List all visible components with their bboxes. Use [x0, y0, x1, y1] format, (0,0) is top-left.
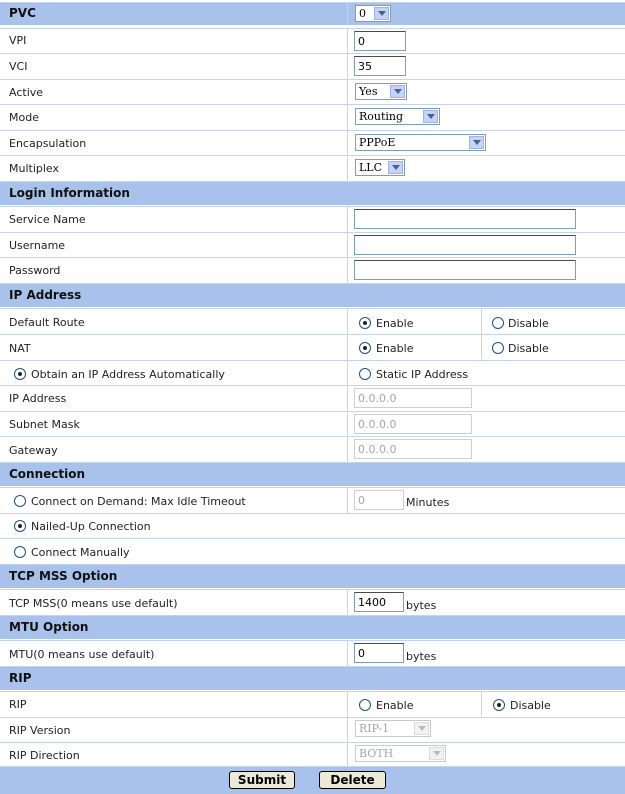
- submit-button[interactable]: Submit: [229, 771, 295, 789]
- divider: [0, 462, 625, 463]
- pvc-header: PVC: [9, 6, 36, 20]
- divider: [0, 232, 625, 233]
- divider: [0, 181, 625, 182]
- rip-version-select-value: RIP-1: [359, 722, 390, 735]
- subnet-mask-input[interactable]: 0.0.0.0: [354, 414, 472, 434]
- nat-disable-label: Disable: [508, 342, 549, 355]
- username-input[interactable]: [354, 235, 576, 255]
- multiplex-select[interactable]: [355, 159, 405, 176]
- divider: [0, 666, 625, 667]
- default-route-label: Default Route: [9, 316, 85, 329]
- pvc-select[interactable]: [355, 5, 391, 22]
- divider: [0, 2, 625, 3]
- connect-manually-radio[interactable]: [14, 546, 26, 558]
- encapsulation-select[interactable]: [355, 134, 486, 151]
- pvc-header-row: [0, 3, 625, 25]
- chevron-down-icon: [429, 747, 444, 760]
- connect-on-demand-radio[interactable]: [14, 495, 26, 507]
- nailed-up-label: Nailed-Up Connection: [31, 520, 151, 533]
- tcp-mss-input[interactable]: 1400: [354, 592, 404, 612]
- mode-select-value: Routing: [359, 110, 404, 123]
- tcp-mss-header: TCP MSS Option: [9, 569, 118, 583]
- ip-header: IP Address: [9, 288, 82, 302]
- divider: [0, 640, 625, 641]
- default-route-disable-radio[interactable]: [492, 317, 504, 329]
- rip-direction-select[interactable]: [355, 745, 446, 762]
- divider: [0, 257, 625, 258]
- tcp-mss-label: TCP MSS(0 means use default): [9, 597, 178, 610]
- divider: [0, 283, 625, 284]
- mtu-header-row: [0, 616, 625, 639]
- divider: [0, 538, 625, 539]
- column-divider: [347, 487, 348, 513]
- delete-button[interactable]: Delete: [319, 771, 386, 789]
- column-divider: [347, 28, 348, 182]
- chevron-down-icon: [388, 161, 403, 174]
- vpi-input[interactable]: 0: [354, 31, 406, 51]
- login-header: Login Information: [9, 186, 130, 200]
- column-divider: [347, 308, 348, 463]
- service-name-input[interactable]: [354, 209, 576, 229]
- rip-disable-label: Disable: [510, 699, 551, 712]
- nat-enable-radio[interactable]: [359, 342, 371, 354]
- rip-direction-select-value: BOTH: [359, 747, 394, 760]
- obtain-ip-auto-label: Obtain an IP Address Automatically: [31, 368, 225, 381]
- ip-address-input[interactable]: 0.0.0.0: [354, 388, 472, 408]
- active-select-value: Yes: [359, 85, 378, 98]
- column-divider: [347, 640, 348, 666]
- subnet-mask-label: Subnet Mask: [9, 418, 80, 431]
- connection-header: Connection: [9, 467, 86, 481]
- mode-select[interactable]: [355, 108, 440, 125]
- ip-address-label: IP Address: [9, 392, 67, 405]
- divider: [0, 53, 625, 54]
- default-route-disable-label: Disable: [508, 317, 549, 330]
- divider: [0, 513, 625, 514]
- divider: [0, 79, 625, 80]
- chevron-down-icon: [414, 722, 429, 735]
- tcp-mss-unit: bytes: [406, 599, 437, 612]
- chevron-down-icon: [390, 85, 405, 98]
- nat-enable-label: Enable: [376, 342, 414, 355]
- chevron-down-icon: [423, 110, 438, 123]
- divider: [0, 487, 625, 488]
- chevron-down-icon: [469, 136, 484, 149]
- vci-label: VCI: [9, 60, 28, 73]
- column-divider: [347, 589, 348, 615]
- password-input[interactable]: [354, 260, 576, 280]
- divider: [0, 589, 625, 590]
- gateway-input[interactable]: 0.0.0.0: [354, 439, 472, 459]
- username-label: Username: [9, 239, 66, 252]
- nat-label: NAT: [9, 342, 31, 355]
- active-select[interactable]: [355, 83, 407, 100]
- divider: [0, 742, 625, 743]
- mode-label: Mode: [9, 111, 39, 124]
- encapsulation-label: Encapsulation: [9, 137, 87, 150]
- divider: [0, 334, 625, 335]
- divider: [0, 206, 625, 207]
- encapsulation-select-value: PPPoE: [359, 136, 396, 149]
- divider: [0, 360, 625, 361]
- password-label: Password: [9, 264, 61, 277]
- divider: [0, 615, 625, 616]
- mtu-header: MTU Option: [9, 620, 89, 634]
- static-ip-label: Static IP Address: [376, 368, 469, 381]
- minutes-label: Minutes: [406, 496, 450, 509]
- divider: [0, 28, 625, 29]
- active-label: Active: [9, 86, 44, 99]
- divider: [0, 717, 625, 718]
- service-name-label: Service Name: [9, 213, 86, 226]
- divider: [0, 766, 625, 767]
- divider: [0, 564, 625, 565]
- divider: [0, 155, 625, 156]
- rip-version-select[interactable]: [355, 720, 431, 737]
- ip-header-row: [0, 284, 625, 307]
- connection-header-row: [0, 463, 625, 486]
- multiplex-label: Multiplex: [9, 162, 60, 175]
- mtu-unit: bytes: [406, 650, 437, 663]
- obtain-ip-auto-radio[interactable]: [14, 368, 26, 380]
- vci-input[interactable]: 35: [354, 56, 406, 76]
- mtu-input[interactable]: 0: [354, 643, 404, 663]
- divider: [0, 385, 625, 386]
- column-divider: [347, 206, 348, 283]
- rip-enable-label: Enable: [376, 699, 414, 712]
- rip-disable-radio[interactable]: [493, 699, 505, 711]
- divider: [0, 436, 625, 437]
- gateway-label: Gateway: [9, 444, 58, 457]
- rip-label: RIP: [9, 698, 27, 711]
- multiplex-select-value: LLC: [359, 161, 383, 174]
- rip-version-label: RIP Version: [9, 724, 71, 737]
- divider: [0, 411, 625, 412]
- default-route-enable-radio[interactable]: [359, 317, 371, 329]
- column-divider: [481, 691, 482, 717]
- divider: [0, 104, 625, 105]
- vpi-label: VPI: [9, 34, 27, 47]
- divider: [0, 691, 625, 692]
- column-divider: [347, 3, 348, 25]
- rip-header: RIP: [9, 671, 32, 685]
- divider: [0, 130, 625, 131]
- static-ip-radio[interactable]: [359, 368, 371, 380]
- nat-disable-radio[interactable]: [492, 342, 504, 354]
- column-divider: [347, 691, 348, 766]
- connect-on-demand-label: Connect on Demand: Max Idle Timeout: [31, 495, 246, 508]
- rip-enable-radio[interactable]: [359, 699, 371, 711]
- nailed-up-radio[interactable]: [14, 520, 26, 532]
- divider: [0, 308, 625, 309]
- connect-manually-label: Connect Manually: [31, 546, 130, 559]
- chevron-down-icon: [374, 7, 389, 20]
- rip-direction-label: RIP Direction: [9, 749, 80, 762]
- idle-timeout-input[interactable]: 0: [354, 490, 404, 510]
- default-route-enable-label: Enable: [376, 317, 414, 330]
- button-bar: [0, 767, 625, 794]
- pvc-select-value: 0: [359, 7, 366, 20]
- column-divider: [481, 308, 482, 359]
- mtu-label: MTU(0 means use default): [9, 648, 155, 661]
- rip-header-row: [0, 667, 625, 690]
